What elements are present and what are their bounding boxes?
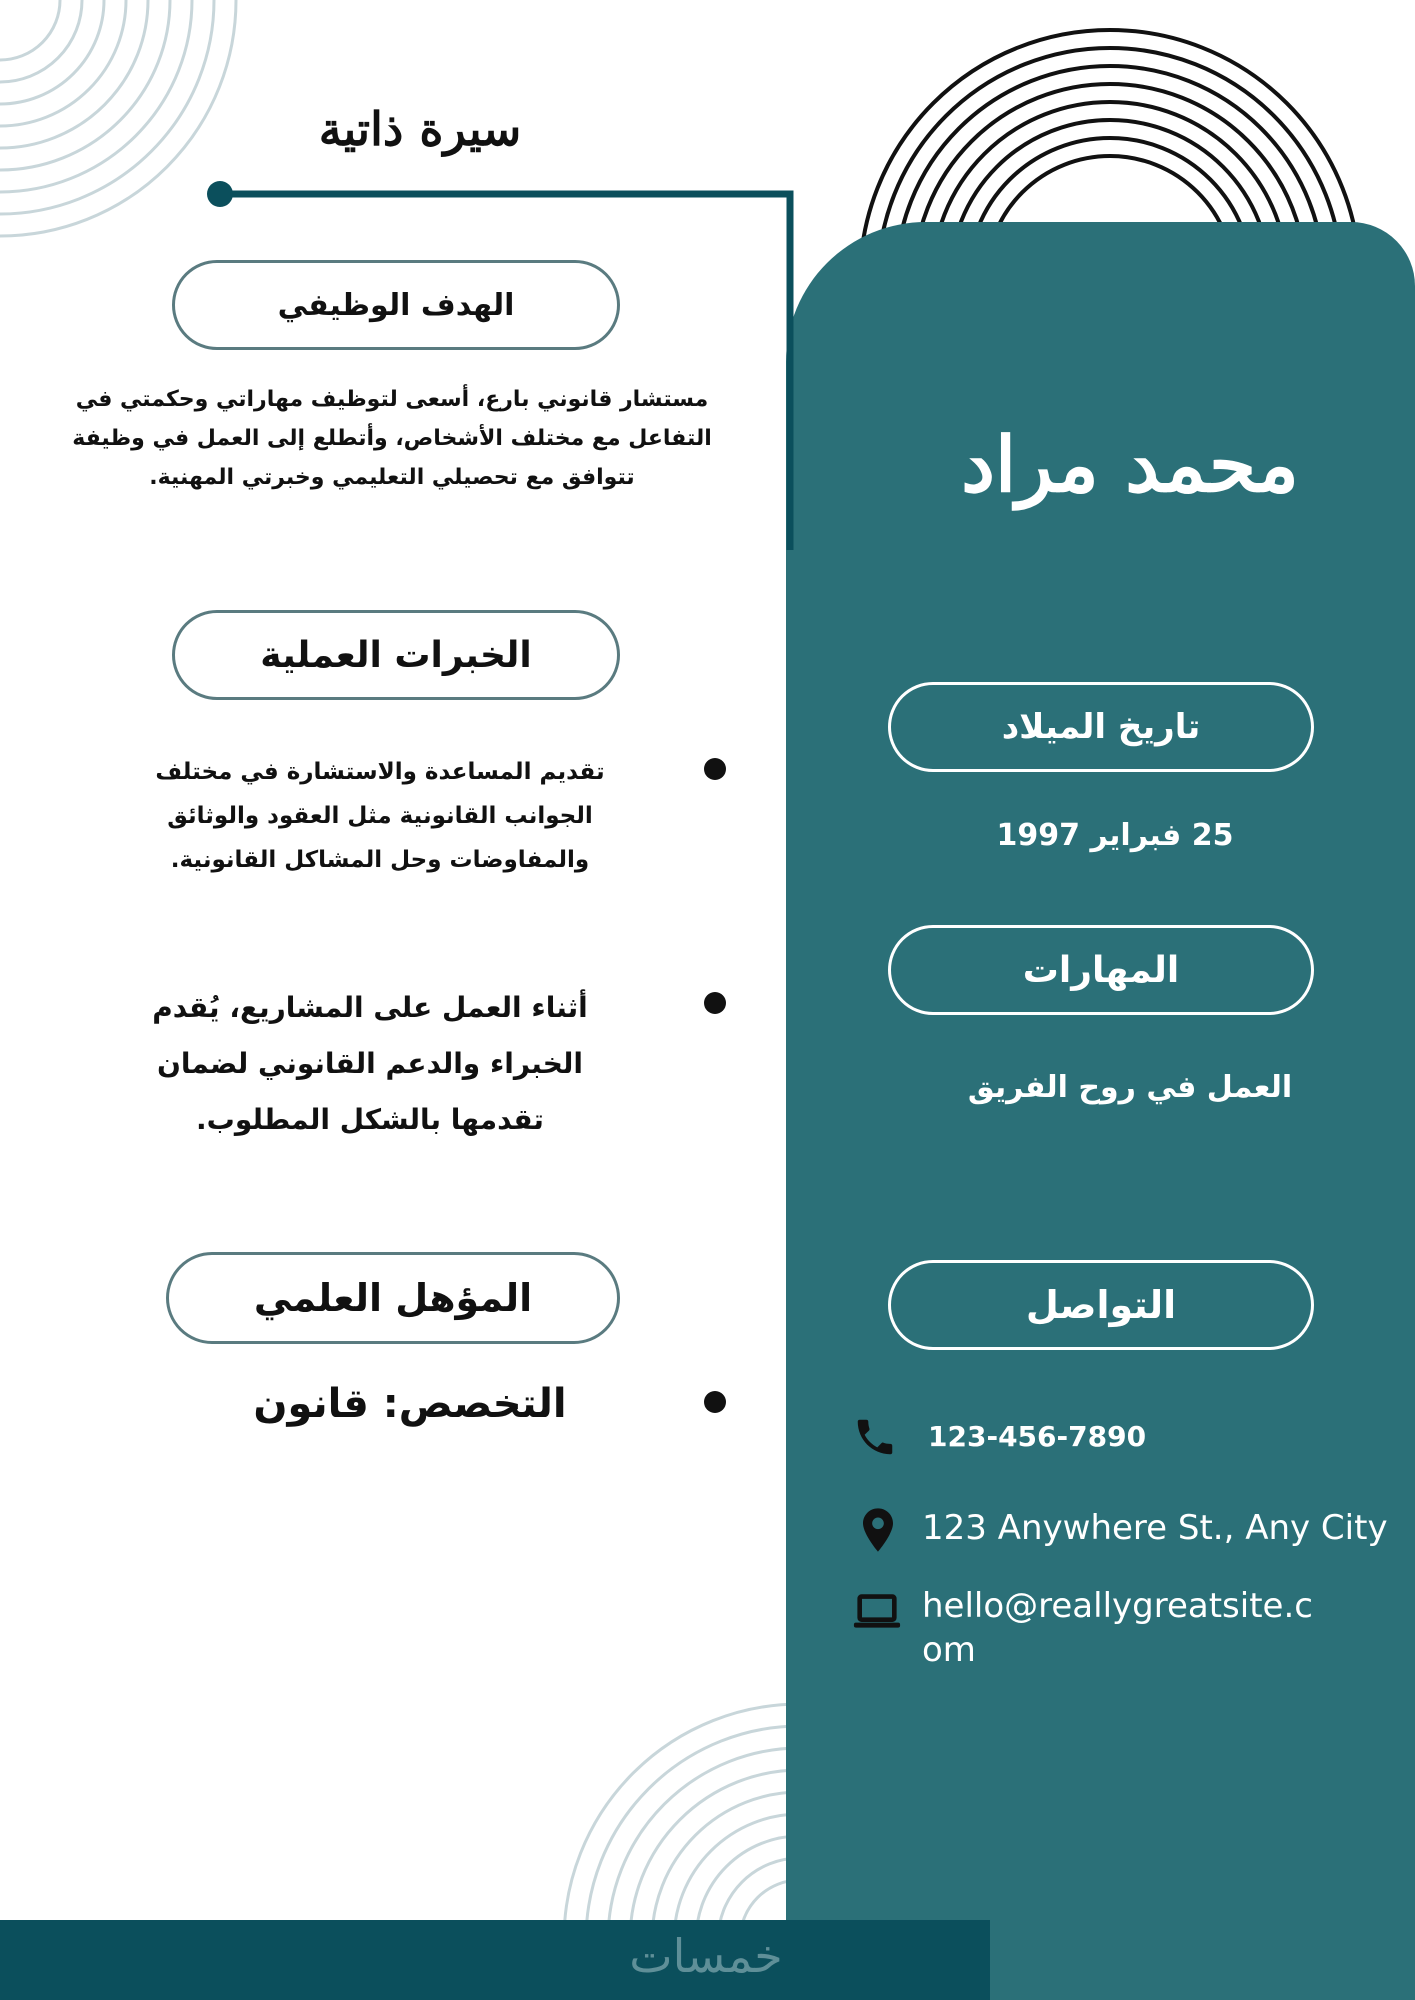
phone-icon <box>852 1414 898 1460</box>
skills-heading: المهارات <box>888 925 1314 1015</box>
experience-bullet-2 <box>704 992 726 1014</box>
experience-bullet-1 <box>704 758 726 780</box>
birth-value: 25 فبراير 1997 <box>996 818 1234 853</box>
education-item-1: التخصص: قانون <box>253 1381 567 1427</box>
contact-address: 123 Anywhere St., Any City <box>922 1508 1388 1548</box>
location-pin-icon <box>858 1506 898 1554</box>
experience-item-2: أثناء العمل على المشاريع، يُقدم الخبراء والدعم القانوني لضمان تقدمها بالشكل المطلوب. <box>152 991 588 1136</box>
birth-heading: تاريخ الميلاد <box>888 682 1314 772</box>
decorative-rings-top-left <box>0 0 230 240</box>
decorative-rings-bottom <box>560 1640 800 1940</box>
experience-item-1: تقديم المساعدة والاستشارة في مختلف الجوانب القانونية مثل العقود والوثائق والمفاوضات وحل المشاكل القانونية. <box>155 759 605 873</box>
footer-watermark: خمسات <box>629 1929 783 1983</box>
skill-item-1: العمل في روح الفريق <box>967 1070 1293 1105</box>
laptop-icon <box>852 1592 902 1632</box>
contact-email[interactable]: hello@reallygreatsite.com <box>922 1586 1313 1670</box>
footer-bar <box>0 1920 990 2000</box>
experience-heading: الخبرات العملية <box>172 610 620 700</box>
education-heading: المؤهل العلمي <box>166 1252 620 1344</box>
person-name: محمد مراد <box>961 420 1299 509</box>
objective-heading: الهدف الوظيفي <box>172 260 620 350</box>
contact-heading: التواصل <box>888 1260 1314 1350</box>
title-connector-line <box>200 180 800 560</box>
objective-text: مستشار قانوني بارع، أسعى لتوظيف مهاراتي وحكمتي في التفاعل مع مختلف الأشخاص، وأتطلع إلى العمل في وظيفة تتوافق مع تحصيلي التعليمي وخبرتي المهنية. <box>72 387 712 490</box>
contact-phone[interactable]: 123-456-7890 <box>928 1420 1147 1453</box>
document-title: سيرة ذاتية <box>318 102 522 156</box>
education-bullet-1 <box>704 1391 726 1413</box>
